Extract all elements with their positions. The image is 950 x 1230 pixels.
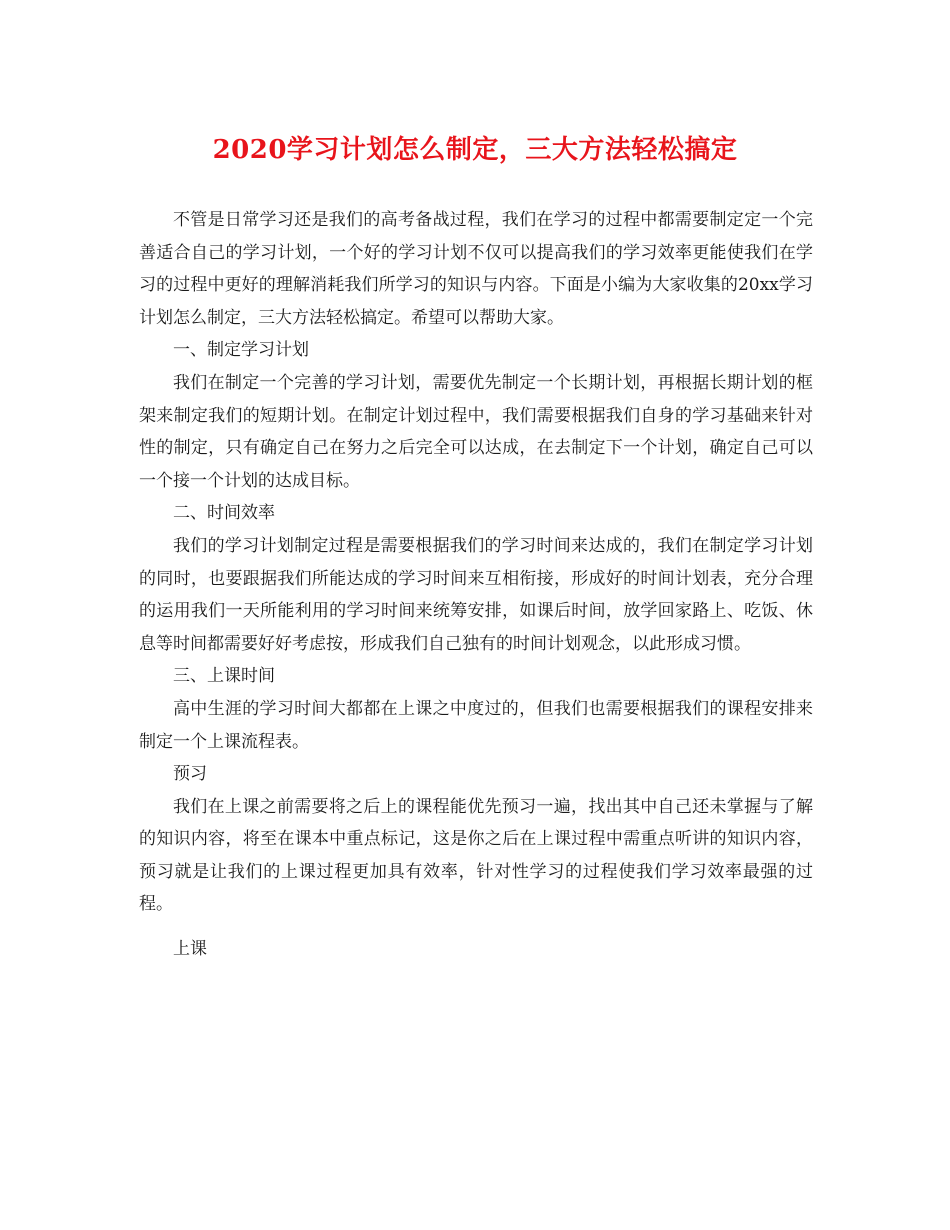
section-heading-plan: 一、制定学习计划 [173,340,309,361]
section-body-preview: 我们在上课之前需要将之后上的课程能优先预习一遍，找出其中自己还未掌握与了解的知识内容，将至在课本中重点标记，这是你之后在上课过程中需重点听讲的知识内容，预习就是让我们的上课过程更加具有效率，针对性学习的过程使我们学习效率最强的过程。 [139,796,813,915]
document-title: 2020学习计划怎么制定，三大方法轻松搞定 [212,135,738,165]
section-heading-preview: 预习 [173,764,207,785]
document-body [139,204,813,966]
intro-paragraph: 不管是日常学习还是我们的高考备战过程，我们在学习的过程中都需要制定定一个完善适合自己的学习计划，一个好的学习计划不仅可以提高我们的学习效率更能使我们在学习的过程中更好的理解消耗我们所学习的知识与内容。下面是小编为大家收集的20xx学习计划怎么制定，三大方法轻松搞定。希望可以帮助大家。 [139,210,813,328]
paragraph-spacer [139,921,813,933]
section-body-plan: 我们在制定一个完善的学习计划，需要优先制定一个长期计划，再根据长期计划的框架来制定我们的短期计划。在制定计划过程中，我们需要根据我们自身的学习基础来针对性的制定，只有确定自己在努力之后完全可以达成，在去制定下一个计划，确定自己可以一个接一个计划的达成目标。 [139,372,813,491]
section-body-class-time: 高中生涯的学习时间大都都在上课之中度过的，但我们也需要根据我们的课程安排来制定一个上课流程表。 [139,698,813,752]
section-body-time-efficiency: 我们的学习计划制定过程是需要根据我们的学习时间来达成的，我们在制定学习计划的同时，也要跟据我们所能达成的学习时间来互相衔接，形成好的时间计划表，充分合理的运用我们一天所能利用的学习时间来统筹安排，如课后时间，放学回家路上、吃饭、休息等时间都需要好好考虑按，形成我们自己独有的时间计划观念，以此形成习惯。 [139,535,813,654]
section-heading-in-class: 上课 [173,939,207,960]
section-heading-class-time: 三、上课时间 [173,666,275,687]
section-heading-time-efficiency: 二、时间效率 [173,503,275,524]
